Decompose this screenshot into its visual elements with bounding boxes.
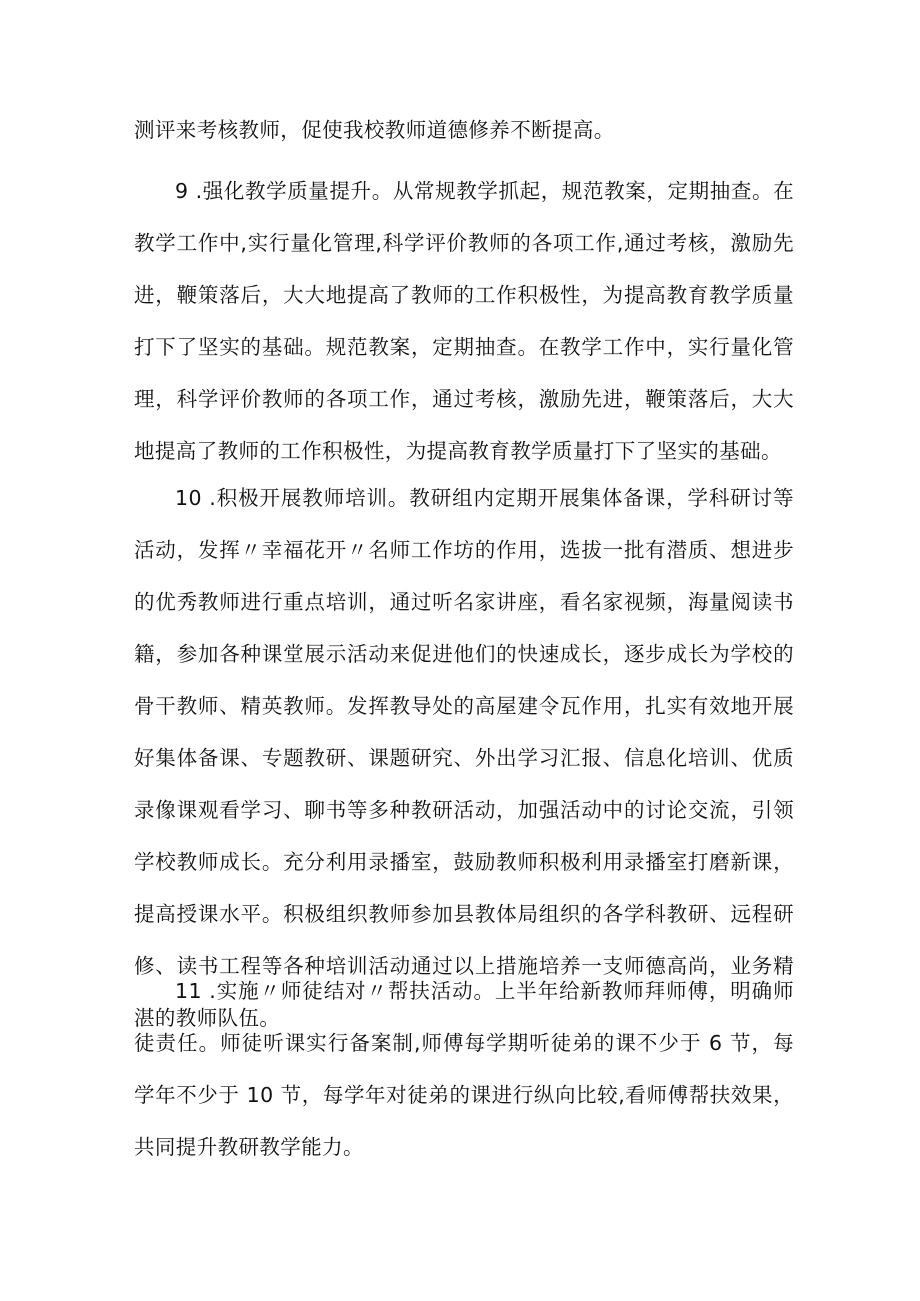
paragraph-continuation: 测评来考核教师，促使我校教师道德修养不断提高。	[134, 118, 615, 142]
paragraph-item-11: 11 .实施〃师徒结对〃帮扶活动。上半年给新教师拜师傅，明确师徒责任。师徒听课实行备案制,师傅每学期听徒弟的课不少于 6 节，每学年不少于 10 节，每学年对徒弟的课进行纵向比较,看师傅帮扶效果，共同提升教研教学能力。	[134, 979, 794, 1159]
paragraph-item-9: 9 .强化教学质量提升。从常规教学抓起，规范教案，定期抽查。在教学工作中,实行量化管理,科学评价教师的各项工作,通过考核，激励先进，鞭策落后，大大地提高了教师的工作积极性，为提高教育教学质量打下了坚实的基础。规范教案，定期抽查。在教学工作中，实行量化管理，科学评价教师的各项工作，通过考核，激励先进，鞭策落后，大大地提高了教师的工作积极性，为提高教育教学质量打下了坚实的基础。	[134, 179, 794, 463]
paragraph-item-10: 10 .积极开展教师培训。教研组内定期开展集体备课，学科研讨等活动，发挥〃幸福花开〃名师工作坊的作用，选拔一批有潜质、想进步的优秀教师进行重点培训，通过听名家讲座，看名家视频，海量阅读书籍，参加各种课堂展示活动来促进他们的快速成长，逐步成长为学校的骨干教师、精英教师。发挥教导处的高屋建令瓦作用，扎实有效地开展好集体备课、专题教研、课题研究、外出学习汇报、信息化培训、优质录像课观看学习、聊书等多种教研活动，加强活动中的讨论交流，引领学校教师成长。充分利用录播室，鼓励教师积极利用录播室打磨新课，提高授课水平。积极组织教师参加县教体局组织的各学科教研、远程研修、读书工程等各种培训活动通过以上措施培养一支师德高尚，业务精湛的教师队伍。	[134, 486, 794, 1030]
